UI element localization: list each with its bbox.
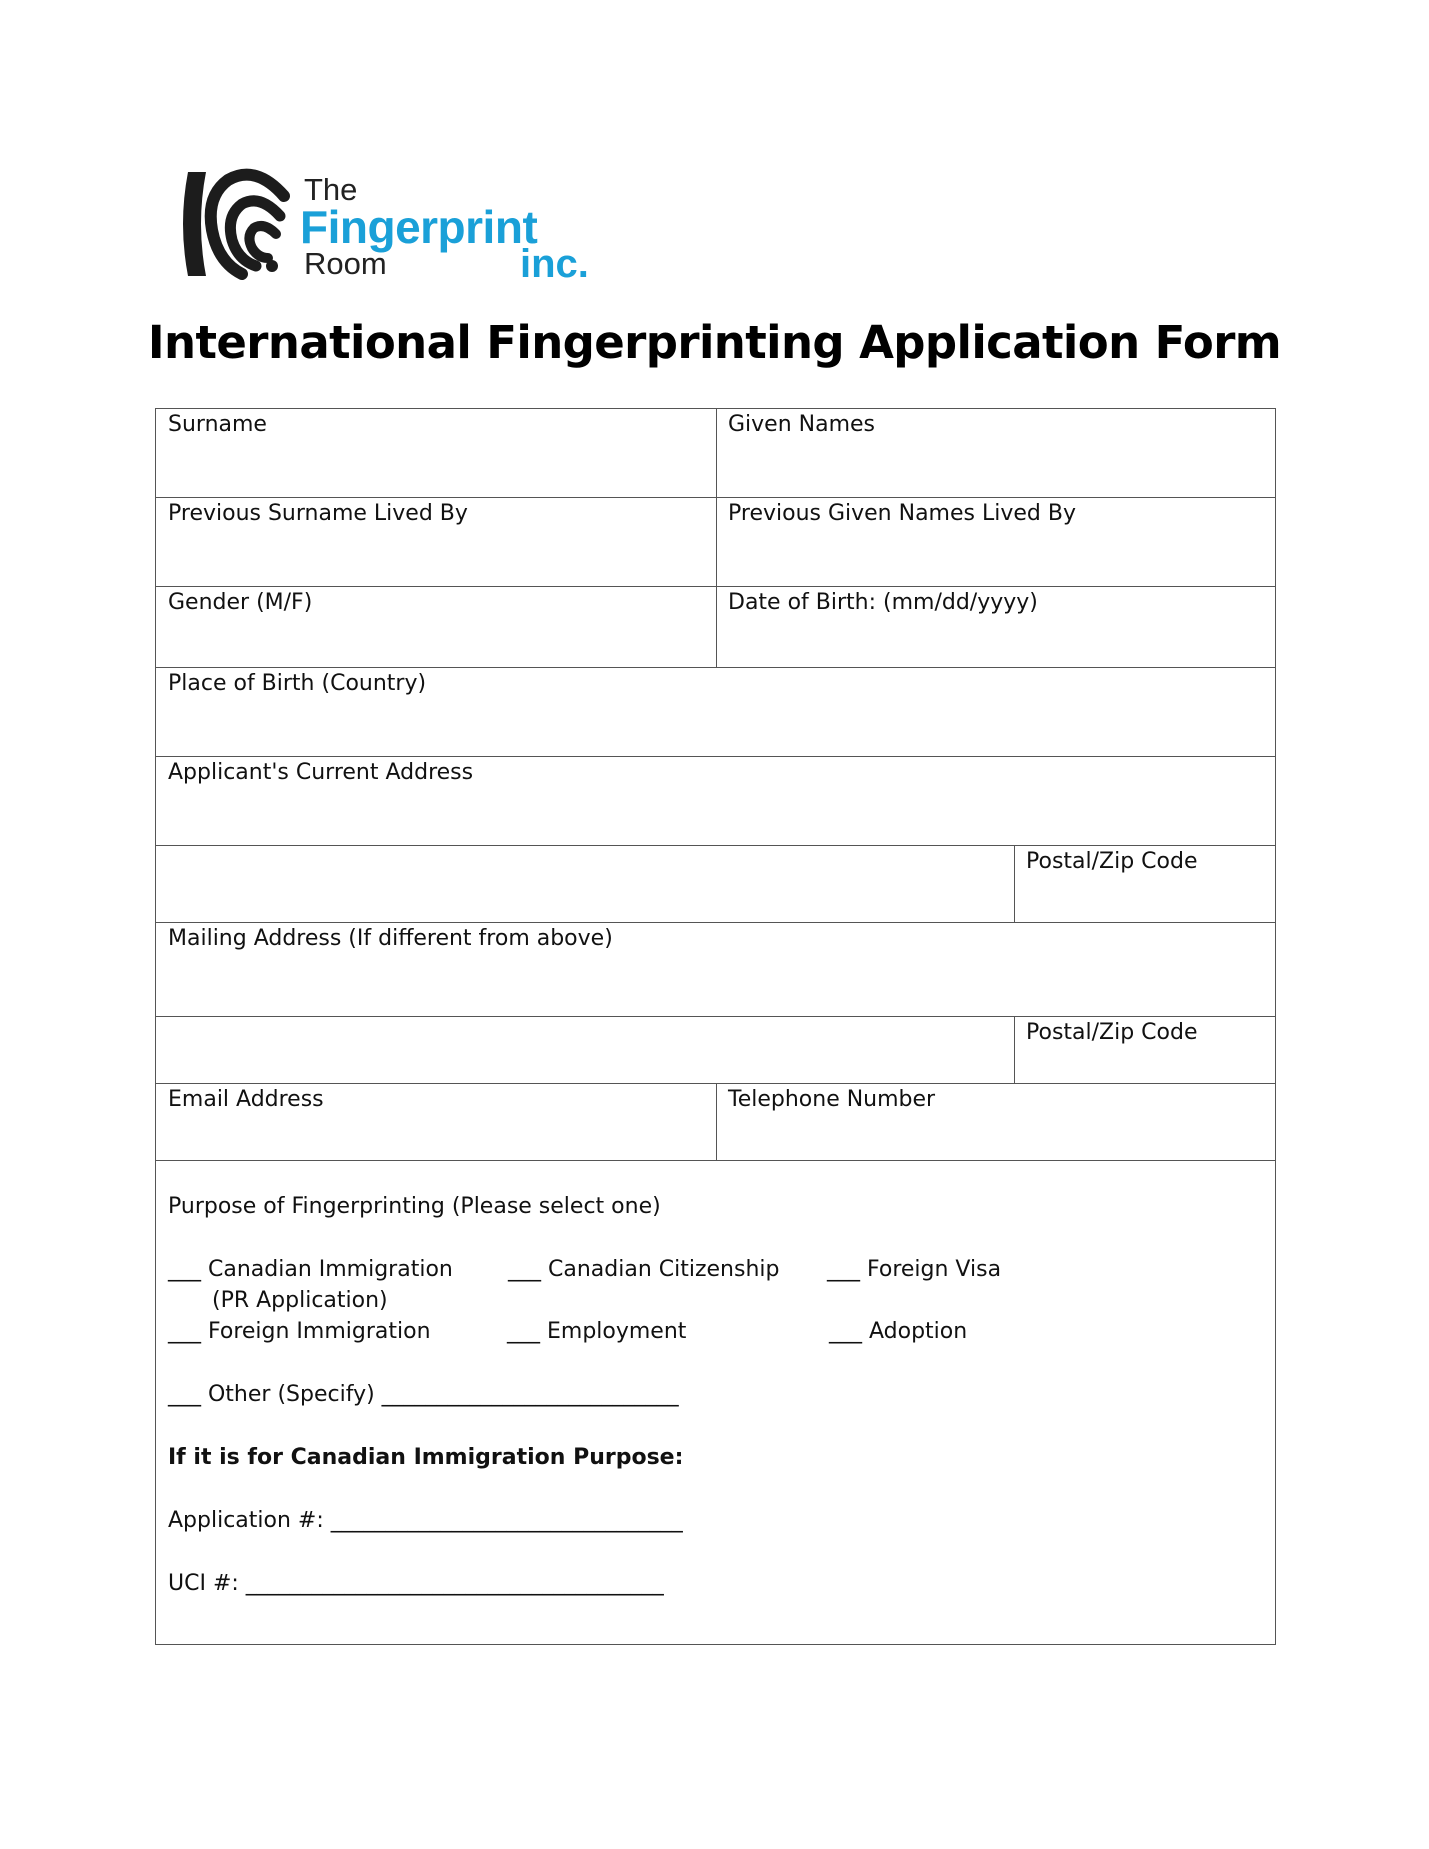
column-divider	[1014, 845, 1015, 922]
date-of-birth-field[interactable]: Date of Birth: (mm/dd/yyyy)	[728, 590, 1038, 615]
option-pr-application-note: (PR Application)	[212, 1288, 388, 1313]
mailing-address-field[interactable]: Mailing Address (If different from above)	[168, 926, 613, 951]
given-names-field[interactable]: Given Names	[728, 412, 876, 437]
postal-code-field[interactable]: Postal/Zip Code	[1026, 849, 1198, 874]
column-divider	[716, 1083, 717, 1160]
fingerprint-logo-icon	[176, 166, 301, 282]
uci-number-field[interactable]: UCI #: ______________________________________	[168, 1571, 664, 1596]
row-divider	[156, 922, 1275, 923]
company-logo	[176, 166, 616, 290]
option-other-specify[interactable]: ___ Other (Specify) ___________________________	[168, 1382, 679, 1407]
surname-field[interactable]: Surname	[168, 412, 267, 437]
option-employment[interactable]: ___ Employment	[507, 1319, 687, 1344]
column-divider	[1014, 1016, 1015, 1083]
mailing-postal-code-field[interactable]: Postal/Zip Code	[1026, 1020, 1198, 1045]
previous-surname-field[interactable]: Previous Surname Lived By	[168, 501, 468, 526]
logo-text-the: The	[304, 172, 358, 207]
option-foreign-immigration[interactable]: ___ Foreign Immigration	[168, 1319, 431, 1344]
row-divider	[156, 845, 1275, 846]
previous-given-names-field[interactable]: Previous Given Names Lived By	[728, 501, 1076, 526]
telephone-field[interactable]: Telephone Number	[728, 1087, 936, 1112]
page-title: International Fingerprinting Application Form	[147, 316, 1282, 369]
option-canadian-immigration[interactable]: ___ Canadian Immigration	[168, 1257, 453, 1282]
row-divider	[156, 756, 1275, 757]
logo-text-fingerprint: Fingerprint	[300, 201, 538, 253]
option-adoption[interactable]: ___ Adoption	[829, 1319, 968, 1344]
canadian-immigration-heading: If it is for Canadian Immigration Purpose:	[168, 1445, 684, 1470]
place-of-birth-field[interactable]: Place of Birth (Country)	[168, 671, 427, 696]
column-divider	[716, 409, 717, 667]
logo-text-room: Room	[304, 246, 387, 281]
logo-text-inc: inc.	[520, 242, 589, 286]
row-divider	[156, 1160, 1275, 1161]
option-foreign-visa[interactable]: ___ Foreign Visa	[827, 1257, 1002, 1282]
application-form	[155, 408, 1276, 1645]
option-canadian-citizenship[interactable]: ___ Canadian Citizenship	[508, 1257, 780, 1282]
purpose-heading: Purpose of Fingerprinting (Please select one)	[168, 1194, 661, 1219]
row-divider	[156, 1016, 1275, 1017]
row-divider	[156, 667, 1275, 668]
email-field[interactable]: Email Address	[168, 1087, 324, 1112]
current-address-field[interactable]: Applicant's Current Address	[168, 760, 474, 785]
application-number-field[interactable]: Application #: ________________________________	[168, 1508, 683, 1533]
gender-field[interactable]: Gender (M/F)	[168, 590, 313, 615]
